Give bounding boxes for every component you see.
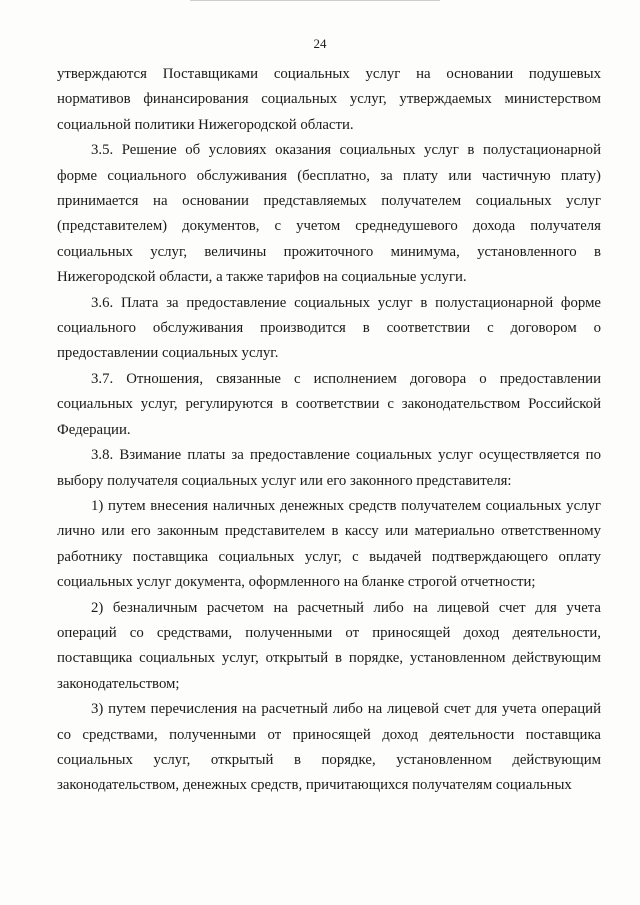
paragraph-3-5: 3.5. Решение об условиях оказания социальных услуг в полустационарной форме социального обслуживания (бесплатно, за плату или частичную плату) принимается на основании представляемых получателем социальных услуг (представителем) документов, с учетом среднедушевого дохода получателя социальных услуг, величины прожиточного минимума, установленного в Нижегородской области, а также тарифов на социальные услуги.	[57, 142, 601, 286]
list-item-1: 1) путем внесения наличных денежных средств получателем социальных услуг лично или его законным представителем в кассу или материально ответственному работнику поставщика социальных услуг, с выдачей подтверждающего оплату социальных услуг документа, оформленного на бланке строгой отчетности;	[57, 497, 601, 591]
list-item-2: 2) безналичным расчетом на расчетный либо на лицевой счет для учета операций со средствами, полученными от приносящей доход деятельности, поставщика социальных услуг, открытый в порядке, установленном действующим законодательством;	[57, 599, 601, 692]
paragraph-3-7: 3.7. Отношения, связанные с исполнением договора о предоставлении социальных услуг, регулируются в соответствии с законодательством Российской Федерации.	[57, 370, 601, 438]
document-body	[57, 62, 601, 799]
paragraph-3-6: 3.6. Плата за предоставление социальных услуг в полустационарной форме социального обслуживания производится в соответствии с договором о предоставлении социальных услуг.	[57, 294, 601, 362]
paragraph-3-8: 3.8. Взимание платы за предоставление социальных услуг осуществляется по выбору получателя социальных услуг или его законного представителя:	[57, 447, 601, 489]
list-item-3: 3) путем перечисления на расчетный либо на лицевой счет для учета операций со средствами, полученными от приносящей доход деятельности поставщика социальных услуг, открытый в порядке, установленном действующим законодательством, денежных средств, причитающихся получателям социальных	[57, 701, 601, 794]
paragraph-continuation: утверждаются Поставщиками социальных услуг на основании подушевых нормативов финансирования социальных услуг, утверждаемых министерством социальной политики Нижегородской области.	[57, 66, 601, 133]
scan-edge-line	[190, 0, 440, 1]
page-number: 24	[313, 36, 327, 51]
